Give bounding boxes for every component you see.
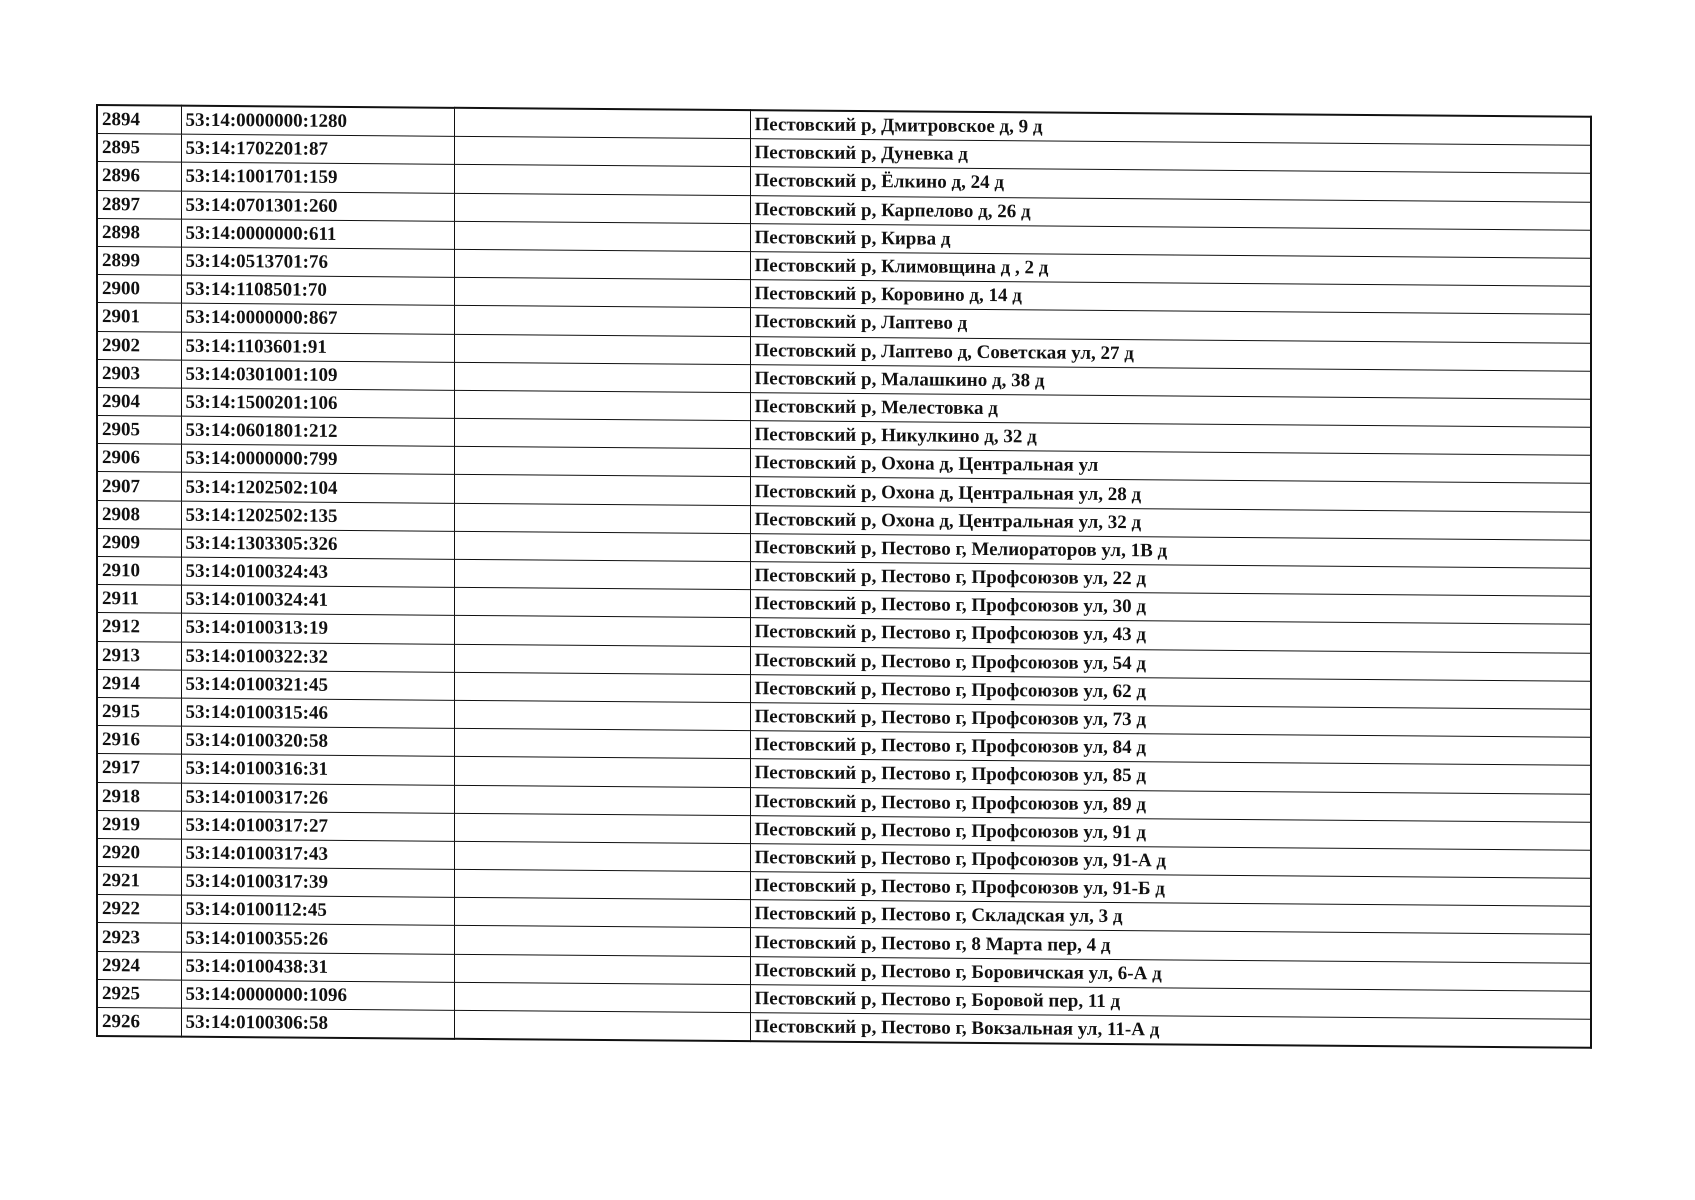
address-cell: Пестовский р, Мелестовка д <box>750 393 1591 428</box>
empty-cell <box>454 390 750 421</box>
cadastral-number-cell: 53:14:0100324:43 <box>181 557 454 587</box>
row-number-cell: 2909 <box>97 528 181 557</box>
empty-cell <box>454 841 750 872</box>
address-cell: Пестовский р, Пестово г, Профсоюзов ул, 85 д <box>750 759 1591 794</box>
empty-cell <box>454 926 750 957</box>
row-number-cell: 2917 <box>97 754 181 783</box>
empty-cell <box>454 785 750 816</box>
address-cell: Пестовский р, Пестово г, Боровой пер, 11 д <box>750 984 1591 1019</box>
cadastral-number-cell: 53:14:1202502:104 <box>181 473 454 503</box>
cadastral-number-cell: 53:14:1001701:159 <box>181 163 454 193</box>
empty-cell <box>454 982 750 1013</box>
empty-cell <box>454 136 750 167</box>
address-cell: Пестовский р, Пестово г, Вокзальная ул, 11-А д <box>750 1013 1591 1048</box>
row-number-cell: 2908 <box>97 500 181 529</box>
cadastral-number-cell: 53:14:0100313:19 <box>181 614 454 644</box>
address-cell: Пестовский р, Дмитровское д, 9 д <box>750 110 1591 145</box>
row-number-cell: 2915 <box>97 697 181 726</box>
address-cell: Пестовский р, Пестово г, 8 Марта пер, 4 д <box>750 928 1591 963</box>
cadastral-number-cell: 53:14:0100322:32 <box>181 642 454 672</box>
row-number-cell: 2907 <box>97 472 181 501</box>
cadastral-number-cell: 53:14:0100324:41 <box>181 585 454 615</box>
cadastral-number-cell: 53:14:0100321:45 <box>181 670 454 700</box>
empty-cell <box>454 362 750 393</box>
cadastral-number-cell: 53:14:0100315:46 <box>181 698 454 728</box>
empty-cell <box>454 447 750 478</box>
empty-cell <box>454 1010 750 1041</box>
row-number-cell: 2900 <box>97 275 181 304</box>
cadastral-number-cell: 53:14:0100355:26 <box>181 924 454 954</box>
cadastral-number-cell: 53:14:1303305:326 <box>181 529 454 559</box>
row-number-cell: 2918 <box>97 782 181 811</box>
cadastral-number-cell: 53:14:0100317:27 <box>181 811 454 841</box>
row-number-cell: 2904 <box>97 387 181 416</box>
address-cell: Пестовский р, Пестово г, Профсоюзов ул, 54 д <box>750 646 1591 681</box>
cadastral-number-cell: 53:14:0100320:58 <box>181 726 454 756</box>
cadastral-number-cell: 53:14:0100316:31 <box>181 754 454 784</box>
address-cell: Пестовский р, Пестово г, Мелиораторов ул, 1В д <box>750 533 1591 568</box>
cadastral-number-cell: 53:14:0000000:611 <box>181 219 454 249</box>
empty-cell <box>454 306 750 337</box>
empty-cell <box>454 644 750 675</box>
address-cell: Пестовский р, Охона д, Центральная ул, 28 д <box>750 477 1591 512</box>
empty-cell <box>454 503 750 534</box>
row-number-cell: 2921 <box>97 867 181 896</box>
address-cell: Пестовский р, Пестово г, Профсоюзов ул, 91 д <box>750 815 1591 850</box>
row-number-cell: 2913 <box>97 641 181 670</box>
empty-cell <box>454 165 750 196</box>
empty-cell <box>454 531 750 562</box>
row-number-cell: 2910 <box>97 557 181 586</box>
row-number-cell: 2914 <box>97 669 181 698</box>
row-number-cell: 2912 <box>97 613 181 642</box>
row-number-cell: 2922 <box>97 895 181 924</box>
address-cell: Пестовский р, Пестово г, Профсоюзов ул, 43 д <box>750 618 1591 653</box>
row-number-cell: 2911 <box>97 585 181 614</box>
address-cell: Пестовский р, Пестово г, Профсоюзов ул, 22 д <box>750 562 1591 597</box>
cadastral-number-cell: 53:14:0100317:43 <box>181 839 454 869</box>
empty-cell <box>454 700 750 731</box>
document-page <box>96 104 1590 1049</box>
row-number-cell: 2902 <box>97 331 181 360</box>
cadastral-number-cell: 53:14:0000000:1280 <box>181 106 454 137</box>
cadastral-number-cell: 53:14:1103601:91 <box>181 332 454 362</box>
empty-cell <box>454 108 750 139</box>
empty-cell <box>454 277 750 308</box>
empty-cell <box>454 672 750 703</box>
address-cell: Пестовский р, Пестово г, Профсоюзов ул, 89 д <box>750 787 1591 822</box>
cadastral-number-cell: 53:14:1500201:106 <box>181 388 454 418</box>
address-cell: Пестовский р, Лаптево д <box>750 308 1591 343</box>
cadastral-number-cell: 53:14:1202502:135 <box>181 501 454 531</box>
row-number-cell: 2896 <box>97 162 181 191</box>
row-number-cell: 2906 <box>97 444 181 473</box>
address-cell: Пестовский р, Пестово г, Профсоюзов ул, 84 д <box>750 731 1591 766</box>
cadastral-number-cell: 53:14:0000000:1096 <box>181 980 454 1010</box>
row-number-cell: 2895 <box>97 134 181 163</box>
empty-cell <box>454 475 750 506</box>
address-cell: Пестовский р, Дуневка д <box>750 139 1591 174</box>
row-number-cell: 2905 <box>97 416 181 445</box>
row-number-cell: 2925 <box>97 979 181 1008</box>
address-cell: Пестовский р, Пестово г, Профсоюзов ул, 30 д <box>750 590 1591 625</box>
address-cell: Пестовский р, Охона д, Центральная ул, 32 д <box>750 505 1591 540</box>
address-cell: Пестовский р, Карпелово д, 26 д <box>750 195 1591 230</box>
empty-cell <box>454 954 750 985</box>
empty-cell <box>454 418 750 449</box>
empty-cell <box>454 193 750 224</box>
empty-cell <box>454 249 750 280</box>
row-number-cell: 2919 <box>97 810 181 839</box>
cadastral-number-cell: 53:14:0000000:799 <box>181 444 454 474</box>
cadastral-number-cell: 53:14:1108501:70 <box>181 275 454 305</box>
empty-cell <box>454 813 750 844</box>
empty-cell <box>454 559 750 590</box>
row-number-cell: 2898 <box>97 218 181 247</box>
address-cell: Пестовский р, Ёлкино д, 24 д <box>750 167 1591 202</box>
row-number-cell: 2926 <box>97 1008 181 1037</box>
address-cell: Пестовский р, Пестово г, Профсоюзов ул, 91-Б д <box>750 872 1591 907</box>
address-cell: Пестовский р, Малашкино д, 38 д <box>750 364 1591 399</box>
empty-cell <box>454 728 750 759</box>
cadastral-number-cell: 53:14:0100112:45 <box>181 895 454 925</box>
cadastral-number-cell: 53:14:0100317:39 <box>181 867 454 897</box>
address-cell: Пестовский р, Коровино д, 14 д <box>750 280 1591 315</box>
row-number-cell: 2903 <box>97 359 181 388</box>
row-number-cell: 2920 <box>97 838 181 867</box>
cadastral-number-cell: 53:14:0701301:260 <box>181 191 454 221</box>
cadastral-number-cell: 53:14:0100317:26 <box>181 783 454 813</box>
row-number-cell: 2899 <box>97 246 181 275</box>
cadastral-number-cell: 53:14:0000000:867 <box>181 303 454 333</box>
address-cell: Пестовский р, Охона д, Центральная ул <box>750 449 1591 484</box>
address-cell: Пестовский р, Пестово г, Боровичская ул, 6-А д <box>750 956 1591 991</box>
address-cell: Пестовский р, Пестово г, Профсоюзов ул, 91-А д <box>750 844 1591 879</box>
row-number-cell: 2901 <box>97 303 181 332</box>
cadastral-number-cell: 53:14:1702201:87 <box>181 134 454 164</box>
empty-cell <box>454 587 750 618</box>
row-number-cell: 2923 <box>97 923 181 952</box>
address-cell: Пестовский р, Климовщина д , 2 д <box>750 252 1591 287</box>
cadastral-number-cell: 53:14:0601801:212 <box>181 416 454 446</box>
empty-cell <box>454 221 750 252</box>
row-number-cell: 2894 <box>97 105 181 134</box>
cadastral-number-cell: 53:14:0301001:109 <box>181 360 454 390</box>
empty-cell <box>454 616 750 647</box>
registry-table <box>96 104 1592 1049</box>
empty-cell <box>454 898 750 929</box>
empty-cell <box>454 334 750 365</box>
empty-cell <box>454 757 750 788</box>
registry-table-body <box>97 105 1591 1048</box>
address-cell: Пестовский р, Лаптево д, Советская ул, 27 д <box>750 336 1591 371</box>
cadastral-number-cell: 53:14:0100306:58 <box>181 1008 454 1039</box>
row-number-cell: 2897 <box>97 190 181 219</box>
cadastral-number-cell: 53:14:0100438:31 <box>181 952 454 982</box>
address-cell: Пестовский р, Никулкино д, 32 д <box>750 421 1591 456</box>
cadastral-number-cell: 53:14:0513701:76 <box>181 247 454 277</box>
address-cell: Пестовский р, Пестово г, Профсоюзов ул, 62 д <box>750 674 1591 709</box>
row-number-cell: 2924 <box>97 951 181 980</box>
row-number-cell: 2916 <box>97 726 181 755</box>
address-cell: Пестовский р, Пестово г, Профсоюзов ул, 73 д <box>750 703 1591 738</box>
empty-cell <box>454 869 750 900</box>
address-cell: Пестовский р, Пестово г, Складская ул, 3 д <box>750 900 1591 935</box>
address-cell: Пестовский р, Кирва д <box>750 223 1591 258</box>
